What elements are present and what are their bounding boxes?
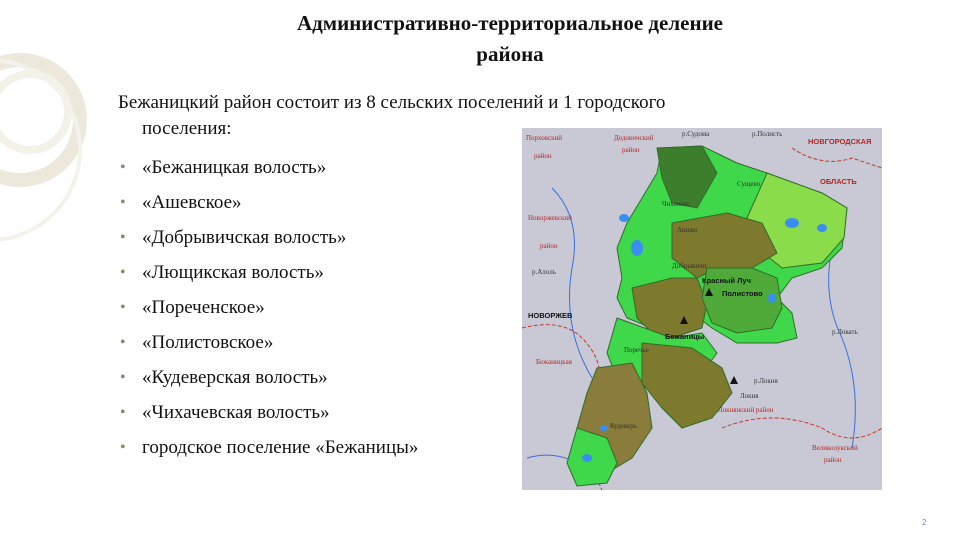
- bullet-icon: •: [120, 369, 126, 386]
- map-label: район: [540, 242, 558, 250]
- map-label: Добрывичи: [672, 262, 707, 270]
- map-label: Бежаницкая: [536, 358, 572, 366]
- map-label: Бежаницы: [665, 332, 705, 341]
- map-label: Дедовичский: [614, 134, 654, 142]
- map-label: Чихачево: [662, 200, 690, 208]
- list-item: • «Добрывичская волость»: [118, 220, 418, 255]
- map-label: НОВГОРОДСКАЯ: [808, 137, 872, 146]
- map-label: Локнянский район: [718, 406, 774, 414]
- lake: [600, 425, 608, 431]
- slide-number: 2: [922, 518, 927, 527]
- bullet-icon: •: [120, 404, 126, 421]
- map-label: р.Локня: [754, 377, 778, 385]
- bullet-icon: •: [120, 334, 126, 351]
- bullet-icon: •: [120, 299, 126, 316]
- map-label: р.Ловать: [832, 328, 858, 336]
- map-label: р.Алоль: [532, 268, 556, 276]
- district-map: [522, 128, 882, 490]
- list-item: • городское поселение «Бежаницы»: [118, 430, 418, 465]
- list-item: • «Ашевское»: [118, 185, 418, 220]
- lake: [619, 214, 629, 222]
- map-label: Ашево: [677, 226, 698, 234]
- decorative-rings: [0, 0, 120, 540]
- map-label: Порховский: [526, 134, 563, 142]
- lake: [631, 240, 643, 256]
- title-line-2: района: [476, 42, 544, 66]
- list-item: • «Чихачевская волость»: [118, 395, 418, 430]
- map-label: Поречье: [624, 346, 649, 354]
- title-line-1: Административно-территориальное деление: [297, 11, 723, 35]
- bullet-icon: •: [120, 264, 126, 281]
- map-label: Локня: [740, 392, 759, 400]
- list-item: • «Бежаницкая волость»: [118, 150, 418, 185]
- list-item: • «Полистовское»: [118, 325, 418, 360]
- intro-line-1: Бежаницкий район состоит из 8 сельских поселений и 1 городского: [118, 92, 666, 113]
- list-item: • «Кудеверская волость»: [118, 360, 418, 395]
- slide-title: [200, 8, 820, 70]
- bullet-icon: •: [120, 439, 126, 456]
- map-label: Великолукский: [812, 444, 858, 452]
- bullet-icon: •: [120, 229, 126, 246]
- district-map-svg: [522, 128, 882, 490]
- map-label: НОВОРЖЕВ: [528, 311, 573, 320]
- map-label: Красный Луч: [702, 276, 751, 285]
- map-label: Кудеверь: [610, 422, 637, 430]
- map-label: район: [534, 152, 552, 160]
- list-item: • «Лющикская волость»: [118, 255, 418, 290]
- lake: [582, 454, 592, 462]
- intro-line-2: поселения:: [142, 118, 232, 139]
- map-label: Сущево: [737, 180, 761, 188]
- lake: [768, 293, 776, 303]
- map-label: район: [824, 456, 842, 464]
- map-label: Полистово: [722, 289, 763, 298]
- map-label: Новоржевский: [528, 214, 572, 222]
- lake: [785, 218, 799, 228]
- list-item: • «Пореченское»: [118, 290, 418, 325]
- bullet-icon: •: [120, 194, 126, 211]
- map-label: р.Полисть: [752, 130, 783, 138]
- map-label: ОБЛАСТЬ: [820, 177, 857, 186]
- map-label: р.Судома: [682, 130, 710, 138]
- bullet-icon: •: [120, 159, 126, 176]
- lake: [817, 224, 827, 232]
- map-label: район: [622, 146, 640, 154]
- settlement-list: [118, 150, 418, 465]
